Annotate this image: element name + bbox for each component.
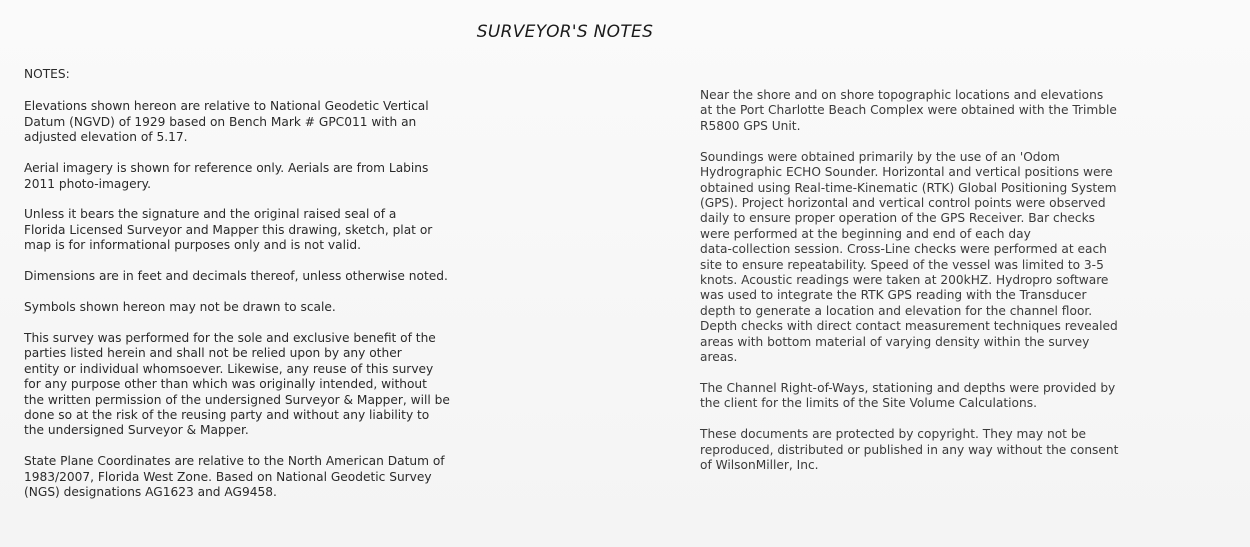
note-line: depth to generate a location and elevation for the channel floor. (700, 303, 1093, 318)
note-line: reproduced, distributed or published in any way without the consent (700, 442, 1119, 457)
note-line: site to ensure repeatability. Speed of the vessel was limited to 3-5 (700, 257, 1104, 272)
right-paragraph-list (700, 88, 1230, 473)
note-paragraph (24, 161, 569, 192)
note-line: (GPS). Project horizontal and vertical control points were observed (700, 195, 1106, 210)
note-line: Unless it bears the signature and the original raised seal of a (24, 207, 397, 222)
page-title: SURVEYOR'S NOTES (476, 22, 654, 42)
note-paragraph (24, 300, 569, 315)
note-line: knots. Acoustic readings were taken at 200kHZ. Hydropro software (700, 272, 1109, 287)
note-line: The Channel Right-of-Ways, stationing and depths were provided by (700, 380, 1116, 395)
note-line: Florida Licensed Surveyor and Mapper this drawing, sketch, plat or (24, 222, 433, 237)
note-line: (NGS) designations AG1623 and AG9458. (24, 485, 277, 500)
note-line: at the Port Charlotte Beach Complex were obtained with the Trimble (700, 103, 1117, 118)
note-line: parties listed herein and shall not be relied upon by any other (24, 346, 402, 361)
note-line: R5800 GPS Unit. (700, 118, 801, 133)
note-line: the undersigned Surveyor & Mapper. (24, 423, 249, 438)
left-paragraph-list (24, 99, 569, 500)
note-paragraph (24, 207, 569, 253)
note-line: were performed at the beginning and end of each day (700, 226, 1031, 241)
note-line: entity or individual whomsoever. Likewise, any reuse of this survey (24, 361, 434, 376)
note-paragraph (700, 427, 1230, 473)
note-line: the client for the limits of the Site Volume Calculations. (700, 396, 1037, 411)
note-line: These documents are protected by copyright. They may not be (700, 427, 1087, 442)
note-line: Datum (NGVD) of 1929 based on Bench Mark # GPC011 with an (24, 114, 417, 129)
notes-heading: NOTES: (24, 67, 70, 81)
note-line: adjusted elevation of 5.17. (24, 130, 188, 145)
note-line: Aerial imagery is shown for reference only. Aerials are from Labins (24, 161, 429, 176)
note-paragraph (24, 269, 569, 284)
note-line: areas with bottom material of varying density within the survey (700, 334, 1090, 349)
note-line: obtained using Real-time-Kinematic (RTK) Global Positioning System (700, 180, 1117, 195)
note-paragraph (24, 454, 569, 500)
note-line: was used to integrate the RTK GPS reading with the Transducer (700, 288, 1087, 303)
note-line: Dimensions are in feet and decimals thereof, unless otherwise noted. (24, 269, 448, 284)
note-line: Soundings were obtained primarily by the use of an 'Odom (700, 149, 1060, 164)
note-paragraph (700, 381, 1230, 412)
right-column (700, 88, 1230, 489)
note-line: for any purpose other than which was originally intended, without (24, 377, 427, 392)
note-line: done so at the risk of the reusing party and without any liability to (24, 408, 430, 422)
note-line: State Plane Coordinates are relative to the North American Datum of (24, 454, 445, 469)
note-line: map is for informational purposes only and is not valid. (24, 238, 361, 253)
note-paragraph (24, 331, 569, 439)
note-line: Depth checks with direct contact measurement techniques revealed (700, 319, 1118, 334)
note-line: Hydrographic ECHO Sounder. Horizontal and vertical positions were (700, 165, 1113, 180)
note-line: daily to ensure proper operation of the GPS Receiver. Bar checks (700, 211, 1096, 226)
note-line: the written permission of the undersigned Surveyor & Mapper, will be (24, 392, 450, 407)
note-line: areas. (700, 350, 738, 364)
note-line: Elevations shown hereon are relative to National Geodetic Vertical (24, 99, 429, 114)
note-paragraph (700, 88, 1230, 134)
note-line: This survey was performed for the sole and exclusive benefit of the (24, 330, 436, 345)
note-line: Symbols shown hereon may not be drawn to scale. (24, 300, 336, 315)
note-line: data-collection session. Cross-Line checks were performed at each (700, 242, 1107, 257)
note-line: 1983/2007, Florida West Zone. Based on National Geodetic Survey (24, 469, 432, 484)
note-line: Near the shore and on shore topographic locations and elevations (700, 88, 1104, 102)
note-line: 2011 photo-imagery. (24, 176, 151, 191)
note-paragraph (24, 99, 569, 145)
note-line: of WilsonMiller, Inc. (700, 458, 819, 473)
left-column (24, 67, 569, 516)
note-paragraph (700, 150, 1230, 366)
